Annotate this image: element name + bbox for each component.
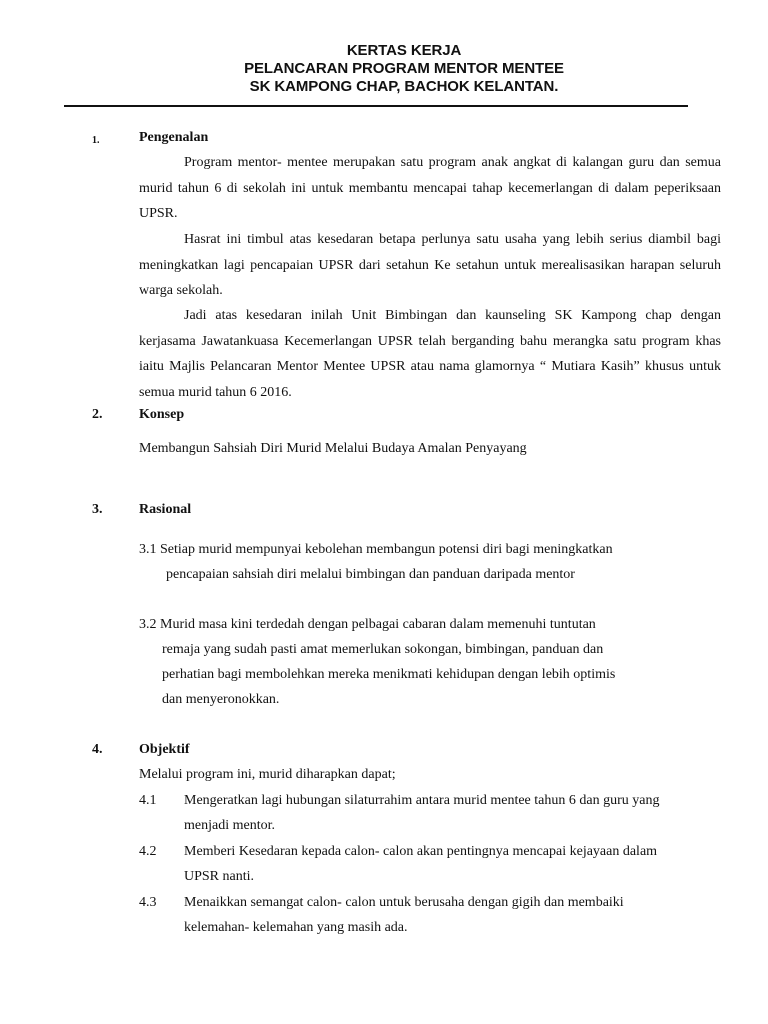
objektif-item-line-1: Menaikkan semangat calon- calon untuk berusaha dengan gigih dan membaiki <box>184 895 624 910</box>
header-divider <box>64 105 688 107</box>
header-line-3: SK KAMPONG CHAP, BACHOK KELANTAN. <box>249 78 559 95</box>
section-1-paragraph-1: Program mentor- mentee merupakan satu program anak angkat di kalangan guru dan semua murid tahun 6 di sekolah ini untuk membantu mencapai tahap kecemerlangan di dalam peperiksaan UPSR. <box>139 155 721 221</box>
objektif-item-number: 4.3 <box>139 895 157 910</box>
rasional-3-2-line-4: dan menyeronokkan. <box>162 692 280 707</box>
section-1-paragraph-2: Hasrat ini timbul atas kesedaran betapa perlunya satu usaha yang lebih serius diambil bagi meningkatkan lagi pencapaian UPSR dari setahun Ke setahun untuk merealisasikan harapan seluruh warga sekolah. <box>139 232 721 298</box>
section-3-title: Rasional <box>139 502 192 517</box>
header-line-1: KERTAS KERJA <box>346 42 462 59</box>
rasional-3-2-line-1: 3.2 Murid masa kini terdedah dengan pelbagai cabaran dalam memenuhi tuntutan <box>139 617 596 632</box>
section-4-title: Objektif <box>139 742 190 757</box>
rasional-3-2-line-3: perhatian bagi membolehkan mereka menikmati kehidupan dengan lebih optimis <box>162 667 616 682</box>
rasional-3-1-line-1: 3.1 Setiap murid mempunyai kebolehan membangun potensi diri bagi meningkatkan <box>139 542 613 557</box>
document-header <box>0 42 768 96</box>
section-1-title: Pengenalan <box>139 130 209 145</box>
objektif-item-line-2: kelemahan- kelemahan yang masih ada. <box>184 920 408 935</box>
section-2-title: Konsep <box>139 407 185 422</box>
objektif-item-number: 4.2 <box>139 844 157 859</box>
objektif-item-line-1: Mengeratkan lagi hubungan silaturrahim antara murid mentee tahun 6 dan guru yang <box>184 793 660 808</box>
header-line-2: PELANCARAN PROGRAM MENTOR MENTEE <box>244 60 564 77</box>
section-1-number: 1. <box>92 135 100 146</box>
objektif-item-line-1: Memberi Kesedaran kepada calon- calon akan pentingnya mencapai kejayaan dalam <box>184 844 658 859</box>
rasional-3-1-line-2: pencapaian sahsiah diri melalui bimbingan dan panduan daripada mentor <box>166 567 575 582</box>
section-1-paragraph-3: Jadi atas kesedaran inilah Unit Bimbingan dan kaunseling SK Kampong chap dengan kerjasama Jawatankuasa Kecemerlangan UPSR telah berganding bahu merangka satu program khas iaitu Majlis Pelancaran Mentor Mentee UPSR atau nama glamornya “ Mutiara Kasih” khusus untuk semua murid tahun 6 2016. <box>139 308 721 400</box>
section-3-number: 3. <box>92 502 103 517</box>
objektif-item-number: 4.1 <box>139 793 157 808</box>
section-2-text: Membangun Sahsiah Diri Murid Melalui Budaya Amalan Penyayang <box>139 441 527 456</box>
section-4-number: 4. <box>92 742 103 757</box>
section-2-number: 2. <box>92 407 103 422</box>
objektif-intro: Melalui program ini, murid diharapkan dapat; <box>139 767 396 782</box>
rasional-3-2-line-2: remaja yang sudah pasti amat memerlukan sokongan, bimbingan, panduan dan <box>162 642 604 657</box>
objektif-item-line-2: menjadi mentor. <box>184 818 275 833</box>
objektif-item-line-2: UPSR nanti. <box>184 869 255 884</box>
